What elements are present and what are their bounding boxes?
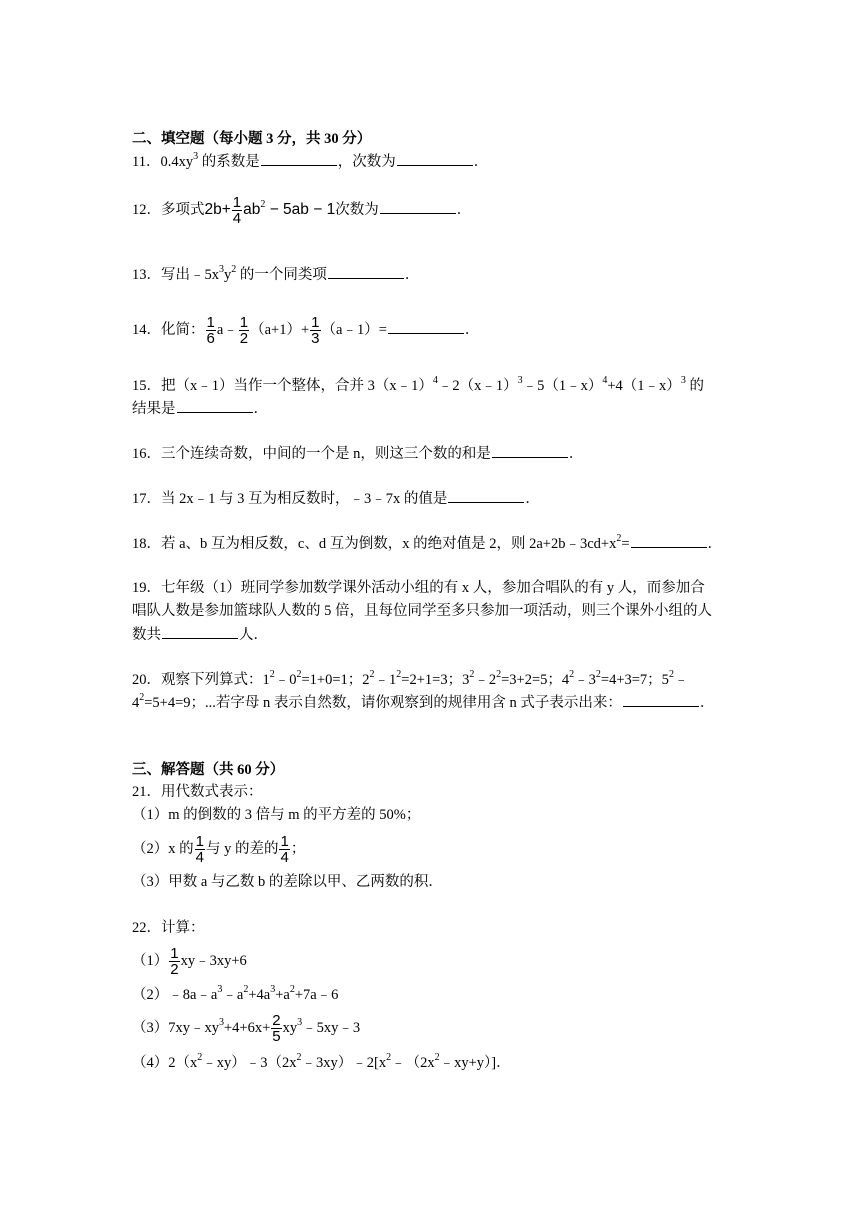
q13-exp-2: 2 xyxy=(231,264,237,275)
q12-text-c: ． xyxy=(456,202,472,218)
q15-text-m4: 的 xyxy=(685,378,704,394)
q19-blank[interactable] xyxy=(162,624,238,639)
question-21-part-1: （1）m 的倒数的 3 倍与 m 的平方差的 50%； xyxy=(132,807,421,823)
question-12 xyxy=(132,193,471,227)
q13-exp-1: 3 xyxy=(219,264,224,275)
q11-text-b: 的系数是 xyxy=(198,154,260,170)
q22-s3-fraction xyxy=(271,1013,281,1044)
question-21-part-3: （3）甲数 a 与乙数 b 的差除以甲、乙两数的积． xyxy=(132,874,443,890)
q19-text-3a: 数共 xyxy=(132,627,161,643)
q20-blank[interactable] xyxy=(623,692,699,707)
q14-text-e: ． xyxy=(464,322,480,338)
q14-text-c: （a+1）+ xyxy=(250,322,310,338)
question-20-line-1 xyxy=(132,670,688,690)
q20-sq-4: 2 xyxy=(396,669,402,680)
q18-text-b: = xyxy=(621,536,630,552)
q16-blank[interactable] xyxy=(492,443,568,458)
q14-fraction-2 xyxy=(239,315,249,346)
section-3-title: 三、解答题（共 60 分） xyxy=(132,762,285,778)
q20-sq-6: 2 xyxy=(496,669,502,680)
q13-text-a: 13．写出﹣5x xyxy=(132,267,219,283)
q22-s4-e3: 2 xyxy=(386,1052,392,1063)
q20-sq-10: 2 xyxy=(139,692,145,703)
q14-f2-num: 1 xyxy=(239,314,249,332)
q13-blank[interactable] xyxy=(328,264,404,279)
q22-s2-f: +7a﹣6 xyxy=(294,987,339,1003)
question-21-title: 21．用代数式表示： xyxy=(132,784,263,800)
q11-text-c: ，次数为 xyxy=(337,154,396,170)
q19-text-3b: 人． xyxy=(239,627,268,643)
q22-s4-e2: 2 xyxy=(296,1052,302,1063)
q21-fraction-1 xyxy=(195,834,205,865)
q20-p1: 20．观察下列算式：1 xyxy=(132,672,270,688)
q21-f2-num: 1 xyxy=(280,833,289,851)
question-19-line-2: 唱队人数是参加篮球队人数的 5 倍，且每位同学至多只参加一项活动，则三个课外小组的人 xyxy=(132,603,712,619)
question-22-part-1 xyxy=(132,942,247,980)
q12-exp: 2 xyxy=(260,199,266,210)
q20-l2b: =5+4=9；...若字母 n 表示自然数，请你观察到的规律用含 n 式子表示出来： xyxy=(144,695,622,711)
q20-p10: ﹣ xyxy=(673,672,689,688)
q22-s4-a: （4）2（x xyxy=(132,1055,198,1071)
q18-text-c: ． xyxy=(707,536,723,552)
question-11 xyxy=(132,151,488,172)
q14-text-a: 14．化简： xyxy=(132,322,205,338)
q20-sq-1: 2 xyxy=(269,669,275,680)
q15-blank[interactable] xyxy=(177,398,253,413)
q20-sq-2: 2 xyxy=(296,669,302,680)
q12-text-a: 12．多项式 xyxy=(132,202,205,218)
q18-text-a: 18．若 a、b 互为相反数，c、d 互为倒数，x 的绝对值是 2，则 2a+2b﹣3cd+x xyxy=(132,536,617,552)
q15-exp-2: 3 xyxy=(517,375,523,386)
q15-exp-4: 3 xyxy=(680,375,686,386)
q20-p7: =3+2=5；4 xyxy=(501,672,570,688)
q22-s2-c: +4a xyxy=(248,987,271,1003)
q15-text-m2: ﹣5（1﹣x） xyxy=(522,378,603,394)
q21-s2-text-c: ； xyxy=(290,841,306,857)
question-22-part-4 xyxy=(132,1053,511,1073)
question-20-line-2 xyxy=(132,692,714,713)
question-15-line-1 xyxy=(132,376,704,396)
q14-fraction-3 xyxy=(310,315,320,346)
q13-text-d: ． xyxy=(404,267,420,283)
q11-blank-1[interactable] xyxy=(261,151,337,166)
q12-blank[interactable] xyxy=(380,199,456,214)
q20-sq-5: 2 xyxy=(469,669,475,680)
question-18 xyxy=(132,533,722,554)
q11-blank-2[interactable] xyxy=(397,151,473,166)
q20-p8: ﹣3 xyxy=(574,672,596,688)
q22-s1-text-b: xy﹣3xy+6 xyxy=(180,953,247,969)
q12-expr-1: 2b+ xyxy=(204,201,231,218)
question-22-title: 22．计算： xyxy=(132,920,205,936)
question-21-part-2 xyxy=(132,830,305,868)
q15-text-2a: 结果是 xyxy=(132,401,176,417)
q12-fraction xyxy=(232,195,242,226)
q12-frac-num: 1 xyxy=(232,194,242,212)
q21-s2-text-b: 与 y 的差的 xyxy=(205,841,279,857)
q22-s4-e4: 2 xyxy=(434,1052,440,1063)
q15-text-2b: ． xyxy=(253,401,268,417)
q15-text-1: 15．把（x﹣1）当作一个整体，合并 3（x﹣1） xyxy=(132,378,433,394)
q22-s2-e4: 2 xyxy=(289,984,295,995)
q21-fraction-2 xyxy=(279,834,289,865)
q14-text-d: （a﹣1）= xyxy=(321,322,387,338)
q15-text-m1: ﹣2（x﹣1） xyxy=(437,378,518,394)
q22-s1-fraction xyxy=(169,946,179,977)
q22-s1-text-a: （1） xyxy=(132,953,169,969)
q11-exp: 3 xyxy=(193,151,199,162)
q22-s4-c: ﹣3xy）﹣2[x xyxy=(301,1055,387,1071)
q20-p9: =4+3=7；5 xyxy=(600,672,669,688)
q16-text-a: 16．三个连续奇数，中间的一个是 n，则这三个数的和是 xyxy=(132,446,491,462)
q14-f3-den: 3 xyxy=(311,330,320,348)
q18-exp: 2 xyxy=(616,533,622,544)
q14-text-b: a﹣ xyxy=(216,322,238,338)
q21-f1-num: 1 xyxy=(195,833,204,851)
q22-s2-e3: 3 xyxy=(270,984,276,995)
q22-s4-f: ﹣xy+y）]． xyxy=(439,1055,511,1071)
q22-s3-frac-den: 5 xyxy=(272,1028,281,1046)
q12-text-b: 次数为 xyxy=(335,202,379,218)
q12-frac-den: 4 xyxy=(232,210,242,228)
q20-p6: ﹣2 xyxy=(474,672,497,688)
q21-s2-text-a: （2）x 的 xyxy=(132,841,194,857)
q22-s3-b: +4+6x+ xyxy=(224,1020,271,1036)
q21-f2-den: 4 xyxy=(280,849,289,867)
q14-f1-num: 1 xyxy=(206,314,215,332)
q20-sq-7: 2 xyxy=(569,669,575,680)
question-13 xyxy=(132,264,419,285)
q15-text-m3: +4（1﹣x） xyxy=(607,378,681,394)
q22-s3-d: ﹣5xy﹣3 xyxy=(302,1020,361,1036)
q14-fraction-1 xyxy=(206,315,216,346)
q15-exp-1: 4 xyxy=(432,375,438,386)
q22-s1-frac-den: 2 xyxy=(170,961,179,979)
q22-s4-e1: 2 xyxy=(197,1052,203,1063)
q14-f3-num: 1 xyxy=(311,314,320,332)
section-2-title: 二、填空题（每小题 3 分，共 30 分） xyxy=(132,131,372,147)
q16-text-b: ． xyxy=(568,446,584,462)
q20-l2a: 4 xyxy=(132,695,140,711)
q22-s4-d: ﹣（2x xyxy=(391,1055,435,1071)
q20-p2: ﹣0 xyxy=(274,672,297,688)
q22-s2-b: ﹣a xyxy=(222,987,244,1003)
q21-f1-den: 4 xyxy=(195,849,204,867)
q14-f2-den: 2 xyxy=(239,330,249,348)
q22-s3-e2: 3 xyxy=(297,1017,303,1028)
q20-p3: =1+0=1；2 xyxy=(301,672,370,688)
q20-sq-8: 2 xyxy=(595,669,601,680)
q22-s3-a: （3）7xy﹣xy xyxy=(132,1020,219,1036)
q20-p5: =2+1=3；3 xyxy=(401,672,470,688)
q17-text-b: ． xyxy=(525,491,540,507)
question-22-part-2 xyxy=(132,985,338,1005)
q11-text-d: ． xyxy=(473,154,489,170)
q14-f1-den: 6 xyxy=(206,330,215,348)
q15-exp-3: 4 xyxy=(602,375,608,386)
q22-s3-e1: 3 xyxy=(219,1017,224,1028)
q20-sq-3: 2 xyxy=(369,669,375,680)
q22-s4-b: ﹣xy）﹣3（2x xyxy=(202,1055,297,1071)
question-19-line-1: 19．七年级（1）班同学参加数学课外活动小组的有 x 人，参加合唱队的有 y 人，而参加合 xyxy=(132,580,705,596)
question-14 xyxy=(132,311,479,349)
q12-expr-3: − 5ab − 1 xyxy=(265,201,336,218)
q22-s3-c: xy xyxy=(282,1020,298,1036)
q20-l2c: ． xyxy=(699,695,715,711)
q20-sq-9: 2 xyxy=(668,669,674,680)
q14-blank[interactable] xyxy=(388,319,464,334)
q22-s2-a: （2）﹣8a﹣a xyxy=(132,987,218,1003)
q20-p4: ﹣1 xyxy=(374,672,397,688)
q17-blank[interactable] xyxy=(448,488,524,503)
q22-s2-e2: 2 xyxy=(243,984,249,995)
question-22-part-3 xyxy=(132,1009,360,1047)
question-19-line-3 xyxy=(132,624,268,645)
q13-text-b: y xyxy=(224,267,232,283)
q22-s1-frac-num: 1 xyxy=(170,945,179,963)
question-15-line-2 xyxy=(132,398,268,419)
q22-s3-frac-num: 2 xyxy=(272,1012,281,1030)
q13-text-c: 的一个同类项 xyxy=(236,267,327,283)
q12-expr-2: ab xyxy=(243,201,261,218)
q22-s2-d: +a xyxy=(275,987,290,1003)
q18-blank[interactable] xyxy=(631,533,707,548)
question-16 xyxy=(132,443,583,464)
q11-text-a: 11．0.4xy xyxy=(132,154,194,170)
q17-text-a: 17．当 2x﹣1 与 3 互为相反数时，﹣3﹣7x 的值是 xyxy=(132,491,448,507)
q22-s2-e1: 3 xyxy=(217,984,223,995)
question-17 xyxy=(132,488,540,509)
